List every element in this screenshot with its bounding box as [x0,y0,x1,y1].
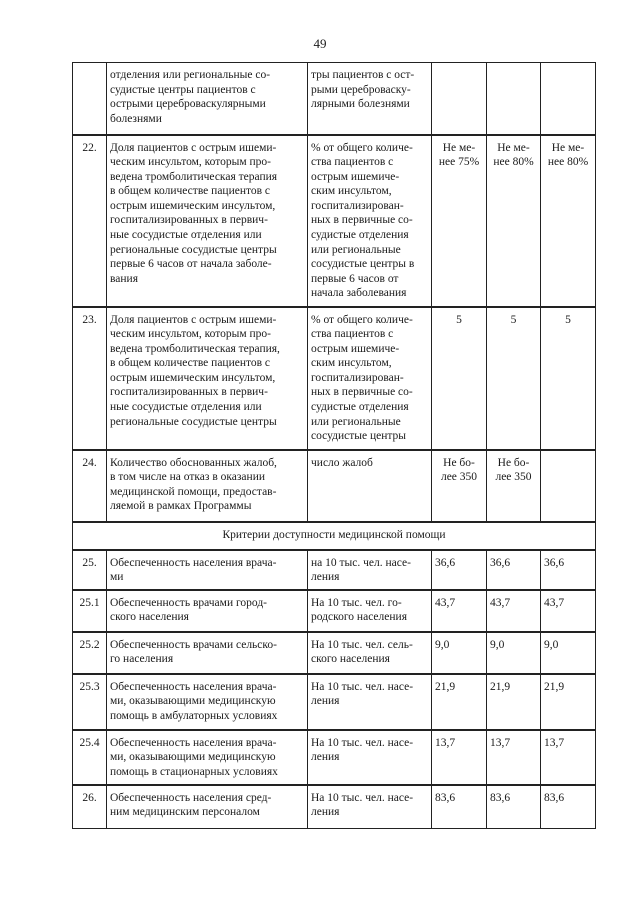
unit-of-measure: на 10 тыс. чел. насе- ления [308,550,432,590]
table-row [73,550,596,590]
value-year-2: 43,7 [487,590,541,632]
row-number: 25.3 [73,674,107,730]
criterion-name: Обеспеченность населения врача- ми [107,550,308,590]
unit-of-measure: % от общего количе- ства пациентов с острым ишемиче- ским инсультом, госпитализирован- ных в первичные со- судистые отделения или региональные сосудистые центры [308,307,432,450]
criterion-name: Обеспеченность врачами сельско- го населения [107,632,308,674]
row-number: 25. [73,550,107,590]
row-number: 23. [73,307,107,450]
value-year-1: Не бо- лее 350 [432,450,487,522]
value-year-3: 5 [541,307,596,450]
unit-of-measure: тры пациентов с ост- рыми цереброваску- лярными болезнями [308,63,432,135]
value-year-3: 9,0 [541,632,596,674]
value-year-1: 13,7 [432,730,487,785]
criterion-name: Количество обоснованных жалоб, в том числе на отказ в оказании медицинской помощи, предостав- ляемой в рамках Программы [107,450,308,522]
value-year-1: 83,6 [432,785,487,829]
row-number: 25.4 [73,730,107,785]
value-year-1: 36,6 [432,550,487,590]
unit-of-measure: На 10 тыс. чел. насе- ления [308,674,432,730]
unit-of-measure: число жалоб [308,450,432,522]
table-row [73,674,596,730]
value-year-2: 83,6 [487,785,541,829]
row-number [73,63,107,135]
unit-of-measure: На 10 тыс. чел. насе- ления [308,785,432,829]
value-year-1: 9,0 [432,632,487,674]
value-year-2: 5 [487,307,541,450]
table-row [73,632,596,674]
section-header-row [73,522,596,550]
value-year-2: 13,7 [487,730,541,785]
criteria-table [72,62,596,829]
value-year-2: 36,6 [487,550,541,590]
value-year-1: 43,7 [432,590,487,632]
value-year-3: 13,7 [541,730,596,785]
section-title: Критерии доступности медицинской помощи [73,522,596,550]
unit-of-measure: На 10 тыс. чел. сель- ского населения [308,632,432,674]
value-year-1: 5 [432,307,487,450]
table-row [73,590,596,632]
criterion-name: Обеспеченность населения сред- ним медицинским персоналом [107,785,308,829]
criterion-name: отделения или региональные со- судистые центры пациентов с острыми цереброваскулярными болезнями [107,63,308,135]
unit-of-measure: % от общего количе- ства пациентов с острым ишемиче- ским инсультом, госпитализирован- ных в первичные со- судистые отделения или региональные сосудистые центры в первые 6 часов от начала заболевания [308,135,432,307]
page-number: 49 [313,36,327,51]
value-year-2: Не ме- нее 80% [487,135,541,307]
unit-of-measure: На 10 тыс. чел. насе- ления [308,730,432,785]
row-number: 25.1 [73,590,107,632]
value-year-2 [487,63,541,135]
value-year-3: 83,6 [541,785,596,829]
table-row [73,730,596,785]
value-year-2: 21,9 [487,674,541,730]
table-row [73,63,596,135]
value-year-3 [541,450,596,522]
value-year-1: Не ме- нее 75% [432,135,487,307]
table-row [73,785,596,829]
row-number: 22. [73,135,107,307]
value-year-3: 21,9 [541,674,596,730]
value-year-3 [541,63,596,135]
criterion-name: Доля пациентов с острым ишеми- ческим инсультом, которым про- ведена тромболитическая терапия в общем количестве пациентов с острым ишемическим инсультом, госпитализированных в первич- ные сосудистые отделения или региональные сосудистые центры первые 6 часов от начала заболе- вания [107,135,308,307]
unit-of-measure: На 10 тыс. чел. го- родского населения [308,590,432,632]
value-year-3: 36,6 [541,550,596,590]
value-year-2: Не бо- лее 350 [487,450,541,522]
row-number: 26. [73,785,107,829]
value-year-1 [432,63,487,135]
row-number: 25.2 [73,632,107,674]
criterion-name: Обеспеченность врачами город- ского населения [107,590,308,632]
value-year-3: 43,7 [541,590,596,632]
value-year-3: Не ме- нее 80% [541,135,596,307]
value-year-1: 21,9 [432,674,487,730]
value-year-2: 9,0 [487,632,541,674]
criterion-name: Обеспеченность населения врача- ми, оказывающими медицинскую помощь в амбулаторных условиях [107,674,308,730]
table-row [73,450,596,522]
table-row [73,307,596,450]
criterion-name: Обеспеченность населения врача- ми, оказывающими медицинскую помощь в стационарных условиях [107,730,308,785]
table-row [73,135,596,307]
criterion-name: Доля пациентов с острым ишеми- ческим инсультом, которым про- ведена тромболитическая терапия, в общем количестве пациентов с острым ишемическим инсультом, госпитализированных в первич- ные сосудистые отделения или региональные сосудистые центры [107,307,308,450]
row-number: 24. [73,450,107,522]
